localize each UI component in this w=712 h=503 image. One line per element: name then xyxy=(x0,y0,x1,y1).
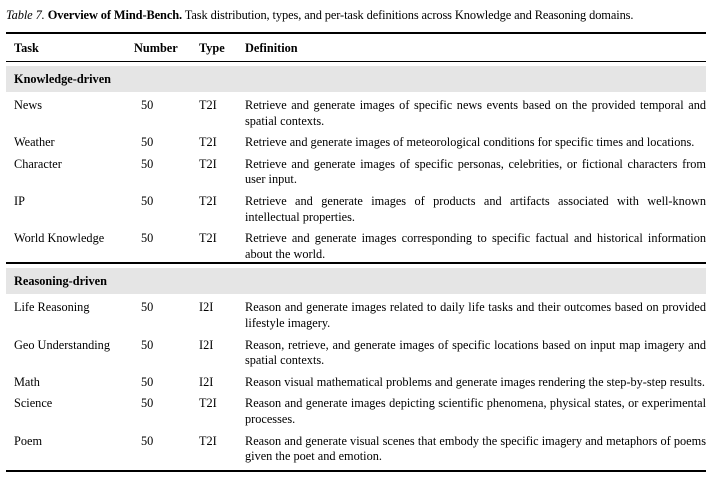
column-header-number: Number xyxy=(128,33,193,62)
section-label: Knowledge-driven xyxy=(6,66,706,92)
task-row xyxy=(6,332,706,369)
header-row xyxy=(6,33,706,62)
task-row xyxy=(6,369,706,391)
task-number: 50 xyxy=(141,156,154,171)
task-number: 50 xyxy=(141,337,154,352)
task-row xyxy=(6,428,706,471)
task-number: 50 xyxy=(141,98,154,112)
task-row xyxy=(6,390,706,427)
task-row xyxy=(6,225,706,263)
caption-title: Overview of Mind-Bench. xyxy=(47,8,183,22)
task-name: IP xyxy=(14,193,25,208)
task-row xyxy=(6,151,706,188)
task-name: Geo Understanding xyxy=(14,337,110,352)
task-number: 50 xyxy=(141,135,154,150)
task-definition: Reason visual mathematical problems and generate images rendering the step-by-step results. xyxy=(245,374,705,389)
task-name: Poem xyxy=(14,433,43,448)
task-type: T2I xyxy=(199,98,217,112)
task-type: T2I xyxy=(199,135,217,150)
task-number: 50 xyxy=(141,231,154,246)
task-name: Life Reasoning xyxy=(14,300,90,315)
task-type: I2I xyxy=(199,337,214,352)
task-number: 50 xyxy=(141,193,154,208)
task-number: 50 xyxy=(141,374,154,389)
task-row xyxy=(6,294,706,331)
task-definition: Retrieve and generate images of specific news events based on the provided temporal and spatial contexts. xyxy=(245,98,706,128)
task-name: World Knowledge xyxy=(14,231,105,246)
column-header-definition: Definition xyxy=(245,33,706,62)
section-label: Reasoning-driven xyxy=(6,268,706,294)
task-name: Science xyxy=(14,396,53,411)
task-row xyxy=(6,129,706,151)
section-row xyxy=(6,263,706,294)
task-type: I2I xyxy=(199,300,214,315)
task-definition: Reason, retrieve, and generate images of specific locations based on input map imagery and spatial contexts. xyxy=(245,337,706,368)
task-type: T2I xyxy=(199,396,217,411)
table-caption xyxy=(6,8,706,23)
task-definition: Reason and generate visual scenes that embody the specific imagery and metaphors of poems given the poet and emotion. xyxy=(245,433,706,464)
task-name: Character xyxy=(14,156,62,171)
task-number: 50 xyxy=(141,433,154,448)
task-name: Math xyxy=(14,374,40,389)
task-row xyxy=(6,188,706,225)
column-header-type: Type xyxy=(193,33,245,62)
task-type: T2I xyxy=(199,193,217,208)
task-definition: Reason and generate images related to daily life tasks and their outcomes based on provided lifestyle imagery. xyxy=(245,300,706,330)
task-type: I2I xyxy=(199,374,214,389)
task-type: T2I xyxy=(199,433,217,448)
task-number: 50 xyxy=(141,396,154,411)
task-name: Weather xyxy=(14,135,55,150)
table-body xyxy=(6,62,706,471)
task-type: T2I xyxy=(199,156,217,171)
task-row xyxy=(6,92,706,129)
caption-label: Table 7. xyxy=(6,8,45,22)
task-definition: Retrieve and generate images of meteorological conditions for specific times and locations. xyxy=(245,135,695,150)
column-header-task: Task xyxy=(6,33,128,62)
task-name: News xyxy=(14,98,43,112)
caption-text: Task distribution, types, and per-task definitions across Knowledge and Reasoning domains. xyxy=(184,8,634,22)
task-definition: Retrieve and generate images of specific personas, celebrities, or fictional characters from user input. xyxy=(245,156,706,187)
section-row xyxy=(6,62,706,93)
table-header xyxy=(6,33,706,62)
task-definition: Retrieve and generate images corresponding to specific factual and historical information about the world. xyxy=(245,231,706,261)
task-definition: Reason and generate images depicting scientific phenomena, physical states, or experimental processes. xyxy=(245,396,706,426)
task-type: T2I xyxy=(199,231,217,246)
task-number: 50 xyxy=(141,300,154,315)
mind-bench-table xyxy=(6,32,706,472)
task-definition: Retrieve and generate images of products and artifacts associated with well-known intellectual properties. xyxy=(245,193,706,224)
